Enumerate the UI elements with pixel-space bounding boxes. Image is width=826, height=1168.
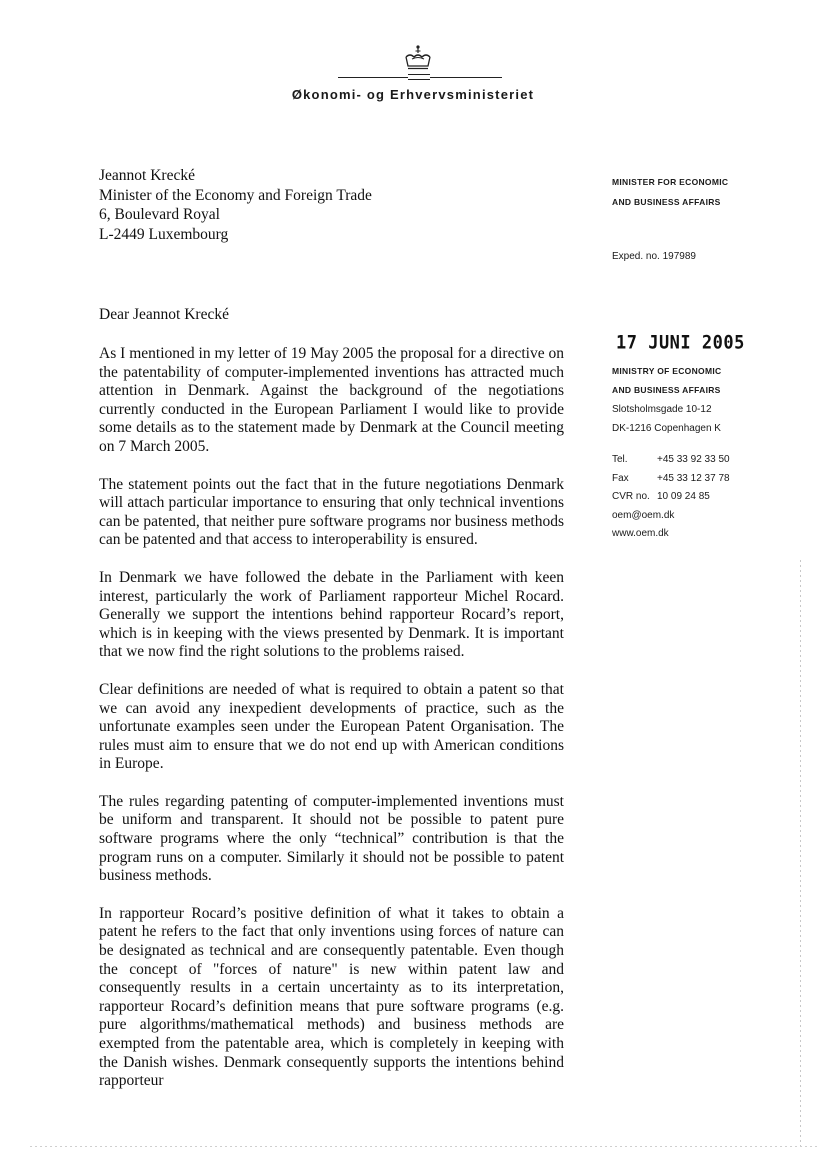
- ministry-title: Økonomi- og Erhvervsministeriet: [291, 87, 535, 102]
- contact-label: Fax: [612, 472, 629, 484]
- date-stamp: 17 JUNI 2005: [616, 332, 745, 354]
- contact-row-cvr: [612, 488, 730, 507]
- contact-label: Tel.: [612, 454, 628, 465]
- sender-heading-line1: MINISTER FOR ECONOMIC: [612, 177, 729, 187]
- recipient-name: Jeannot Krecké: [99, 167, 195, 184]
- sender-contacts: [612, 451, 730, 544]
- sender-city: DK-1216 Copenhagen K: [612, 423, 721, 434]
- recipient-address: [99, 166, 372, 244]
- letter-body: [99, 345, 564, 1110]
- paragraph: As I mentioned in my letter of 19 May 2005 the proposal for a directive on the patentability of computer-implemented inventions has attracted much attention in Denmark. Against the background of the negotiations currently conducted in the European Parliament I would like to provide some details as to the statement made by Denmark at the Council meeting on 7 March 2005.: [99, 345, 564, 455]
- contact-label: CVR no.: [612, 491, 650, 502]
- sender-heading: [612, 172, 728, 212]
- recipient-street: 6, Boulevard Royal: [99, 206, 220, 223]
- scan-edge-horizontal: [30, 1146, 820, 1147]
- salutation: Dear Jeannot Krecké: [99, 306, 229, 323]
- contact-web: www.oem.dk: [612, 528, 669, 539]
- sender-address: [612, 361, 721, 438]
- letterhead-rule-right: [430, 77, 502, 78]
- paragraph: The rules regarding patenting of computer-implemented inventions must be uniform and transparent. It should not be possible to patent pure software programs where the only “technical” contribution is that the program runs on a computer. Similarly it should not be possible to patent business methods.: [99, 792, 564, 885]
- contact-email: oem@oem.dk: [612, 509, 675, 521]
- paragraph: In Denmark we have followed the debate in the Parliament with keen interest, particularly the work of Parliament rapporteur Michel Rocard. Generally we support the intentions behind rapporteur Rocard’s report, which is in keeping with the views presented by Denmark. It is important that we now find the right solutions to the problems raised.: [99, 568, 564, 661]
- royal-crown-icon: [400, 44, 436, 74]
- contact-value: 10 09 24 85: [657, 491, 710, 502]
- scan-edge-vertical: [800, 560, 801, 1150]
- recipient-position: Minister of the Economy and Foreign Trade: [99, 186, 372, 204]
- contact-row-tel: [612, 451, 730, 470]
- contact-value: +45 33 12 37 78: [657, 472, 730, 484]
- paragraph: Clear definitions are needed of what is required to obtain a patent so that we can avoid any inexpedient developments of practice, such as the unfortunate examples seen under the European Patent Organisation. The rules must aim to ensure that we do not end up with American conditions in Europe.: [99, 680, 564, 773]
- letterhead-rule-center: [408, 74, 430, 80]
- exped-number: Exped. no. 197989: [612, 251, 696, 262]
- sender-org-line2: AND BUSINESS AFFAIRS: [612, 385, 721, 395]
- letterhead-rule-left: [338, 77, 408, 78]
- sender-street: Slotsholmsgade 10-12: [612, 404, 712, 415]
- recipient-city: L-2449 Luxembourg: [99, 225, 229, 243]
- sender-heading-line2: AND BUSINESS AFFAIRS: [612, 197, 721, 207]
- paragraph: In rapporteur Rocard’s positive definition of what it takes to obtain a patent he refers to the fact that only inventions using forces of nature can be designated as technical and are consequently patentable. Even though the concept of "forces of nature" is new within patent law and consequently results in a certain uncertainty as to its interpretation, rapporteur Rocard’s definition means that pure software programs (e.g. pure algorithms/mathematical methods) and business methods are exempted from the patentable area, which is completely in keeping with the Danish wishes. Denmark consequently supports the intentions behind rapporteur: [99, 904, 564, 1090]
- paragraph: The statement points out the fact that in the future negotiations Denmark will attach particular importance to ensuring that only technical inventions can be patented, that neither pure software programs nor business methods can be patented and that access to interoperability is ensured.: [99, 475, 564, 549]
- contact-row-fax: [612, 470, 730, 489]
- contact-value: +45 33 92 33 50: [657, 454, 730, 465]
- sender-org-line1: MINISTRY OF ECONOMIC: [612, 366, 722, 376]
